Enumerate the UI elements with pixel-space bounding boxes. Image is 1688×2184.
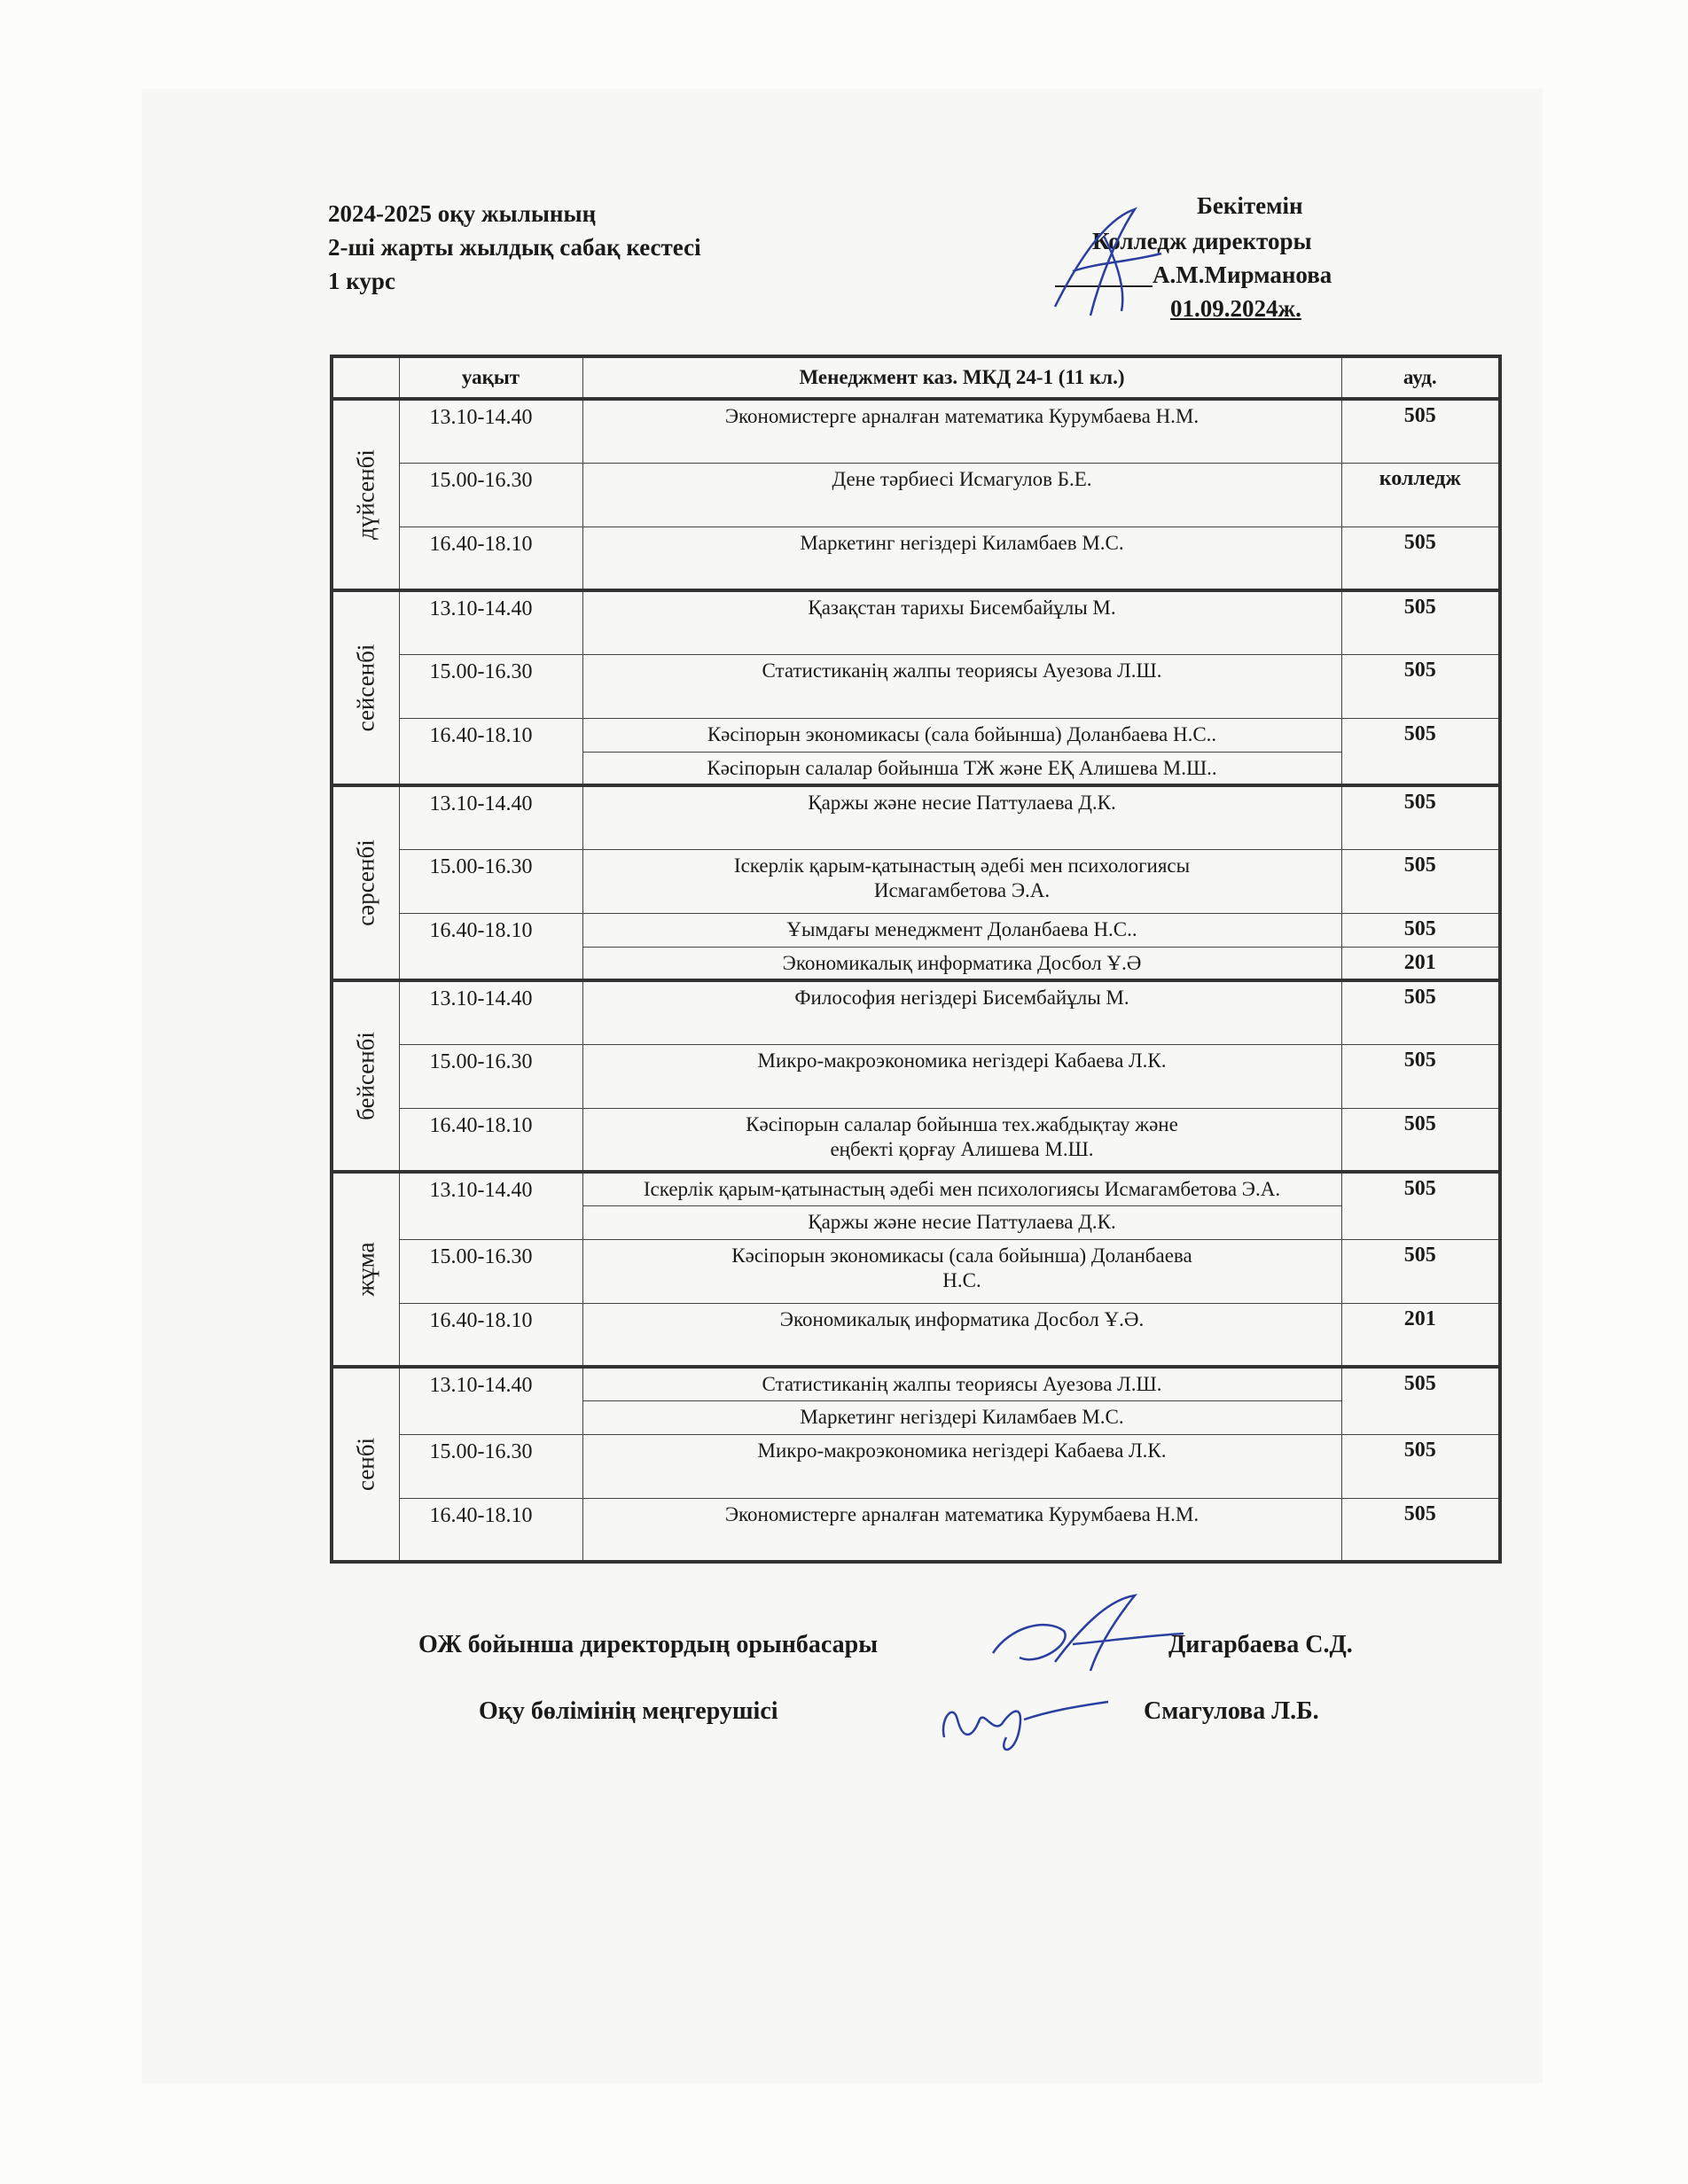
table-row <box>332 1044 1500 1108</box>
subject-cell: Қаржы және несие Паттулаева Д.К. <box>582 1205 1341 1239</box>
head-signature <box>926 1666 1113 1764</box>
subject-cell: Экономикалық информатика Досбол Ұ.Ә. <box>582 1303 1341 1367</box>
room-cell: 505 <box>1341 1044 1500 1108</box>
subject-cell: Экономикалық информатика Досбол Ұ.Ә <box>582 947 1341 980</box>
time-cell: 16.40-18.10 <box>399 718 582 785</box>
day-cell <box>332 785 399 980</box>
table-row <box>332 654 1500 718</box>
table-row <box>332 399 1500 463</box>
table-row <box>332 980 1500 1044</box>
table-row <box>332 849 1500 913</box>
day-label: сенбі <box>352 1438 379 1491</box>
header-room: ауд. <box>1341 356 1500 399</box>
head-title: Оқу бөлімінің меңгерушісі <box>479 1697 778 1725</box>
deputy-title: ОЖ бойынша директордың орынбасары <box>418 1631 879 1658</box>
room-cell: 505 <box>1341 1498 1500 1562</box>
day-cell <box>332 590 399 785</box>
table-row <box>332 1498 1500 1562</box>
subject-cell: Статистиканің жалпы теориясы Ауезова Л.Ш. <box>582 654 1341 718</box>
table-row <box>332 463 1500 526</box>
room-cell: 505 <box>1341 1108 1500 1172</box>
time-cell: 15.00-16.30 <box>399 1434 582 1498</box>
subject-cell: Іскерлік қарым-қатынастың әдебі мен психологиясы Исмагамбетова Э.А. <box>582 1172 1341 1205</box>
time-cell: 15.00-16.30 <box>399 463 582 526</box>
time-cell: 15.00-16.30 <box>399 849 582 913</box>
room-cell: 201 <box>1341 947 1500 980</box>
subject-cell: Экономистерге арналған математика Курумбаева Н.М. <box>582 1498 1341 1562</box>
document-heading <box>328 197 701 298</box>
time-cell: 16.40-18.10 <box>399 1303 582 1367</box>
director-name: А.М.Мирманова <box>1153 261 1332 288</box>
table-row <box>332 785 1500 849</box>
day-label: дүйсенбі <box>352 449 379 540</box>
schedule-table <box>330 355 1502 1564</box>
time-cell: 13.10-14.40 <box>399 980 582 1044</box>
subject-cell: Философия негіздері Бисембайұлы М. <box>582 980 1341 1044</box>
table-row <box>332 590 1500 654</box>
room-cell: 505 <box>1341 399 1500 463</box>
table-header-row <box>332 356 1500 399</box>
time-cell: 16.40-18.10 <box>399 913 582 980</box>
room-cell: 201 <box>1341 1303 1500 1367</box>
table-row <box>332 1239 1500 1303</box>
table-row <box>332 718 1500 752</box>
heading-line-year: 2024-2025 оқу жылының <box>328 200 597 227</box>
time-cell: 15.00-16.30 <box>399 654 582 718</box>
day-cell <box>332 399 399 590</box>
day-label: бейсенбі <box>352 1032 379 1120</box>
room-cell: 505 <box>1341 526 1500 590</box>
time-cell: 15.00-16.30 <box>399 1239 582 1303</box>
room-cell: 505 <box>1341 590 1500 654</box>
header-time: уақыт <box>399 356 582 399</box>
heading-line-title: 2-ші жарты жылдық сабақ кестесі <box>328 234 701 261</box>
time-cell: 16.40-18.10 <box>399 526 582 590</box>
time-cell: 15.00-16.30 <box>399 1044 582 1108</box>
subject-cell: Ұымдағы менеджмент Доланбаева Н.С.. <box>582 913 1341 947</box>
table-row <box>332 1434 1500 1498</box>
room-cell: 505 <box>1341 1172 1500 1239</box>
subject-cell: Кәсіпорын экономикасы (сала бойынша) Доланбаева Н.С. <box>582 1239 1341 1303</box>
room-cell: колледж <box>1341 463 1500 526</box>
day-label: сейсенбі <box>352 644 379 732</box>
day-cell <box>332 980 399 1172</box>
table-row <box>332 913 1500 947</box>
subject-cell: Іскерлік қарым-қатынастың әдебі мен психологиясы Исмагамбетова Э.А. <box>582 849 1341 913</box>
day-cell <box>332 1367 399 1562</box>
table-row <box>332 526 1500 590</box>
day-label: сәрсенбі <box>352 839 379 926</box>
subject-cell: Дене тәрбиесі Исмагулов Б.Е. <box>582 463 1341 526</box>
table-row <box>332 1367 1500 1400</box>
subject-cell: Қаржы және несие Паттулаева Д.К. <box>582 785 1341 849</box>
room-cell: 505 <box>1341 1239 1500 1303</box>
subject-cell: Маркетинг негіздері Киламбаев М.С. <box>582 526 1341 590</box>
room-cell: 505 <box>1341 1367 1500 1434</box>
head-name: Смагулова Л.Б. <box>1144 1697 1319 1725</box>
room-cell: 505 <box>1341 1434 1500 1498</box>
time-cell: 13.10-14.40 <box>399 590 582 654</box>
subject-cell: Маркетинг негіздері Киламбаев М.С. <box>582 1400 1341 1434</box>
approve-label: Бекітемін <box>1197 192 1303 219</box>
day-cell <box>332 1172 399 1367</box>
header-subject: Менеджмент каз. МКД 24-1 (11 кл.) <box>582 356 1341 399</box>
room-cell: 505 <box>1341 913 1500 947</box>
director-signature <box>1037 200 1179 324</box>
room-cell: 505 <box>1341 980 1500 1044</box>
director-title: Колледж директоры <box>1092 228 1312 254</box>
subject-cell: Қазақстан тарихы Бисембайұлы М. <box>582 590 1341 654</box>
day-label: жұма <box>352 1242 379 1297</box>
table-row <box>332 1108 1500 1172</box>
table-row <box>332 1172 1500 1205</box>
header-day <box>332 356 399 399</box>
subject-cell: Микро-макроэкономика негіздері Кабаева Л.К. <box>582 1434 1341 1498</box>
subject-cell: Кәсіпорын салалар бойынша тех.жабдықтау және еңбекті қорғау Алишева М.Ш. <box>582 1108 1341 1172</box>
time-cell: 16.40-18.10 <box>399 1108 582 1172</box>
deputy-name: Дигарбаева С.Д. <box>1168 1631 1353 1658</box>
room-cell: 505 <box>1341 718 1500 785</box>
subject-cell: Статистиканің жалпы теориясы Ауезова Л.Ш. <box>582 1367 1341 1400</box>
subject-cell: Кәсіпорын экономикасы (сала бойынша) Доланбаева Н.С.. <box>582 718 1341 752</box>
heading-line-course: 1 курс <box>328 268 395 294</box>
time-cell: 13.10-14.40 <box>399 785 582 849</box>
subject-cell: Микро-макроэкономика негіздері Кабаева Л.К. <box>582 1044 1341 1108</box>
time-cell: 16.40-18.10 <box>399 1498 582 1562</box>
room-cell: 505 <box>1341 654 1500 718</box>
time-cell: 13.10-14.40 <box>399 1367 582 1434</box>
subject-cell: Экономистерге арналған математика Курумбаева Н.М. <box>582 399 1341 463</box>
room-cell: 505 <box>1341 849 1500 913</box>
schedule-body <box>332 399 1500 1562</box>
subject-cell: Кәсіпорын салалар бойынша ТЖ және ЕҚ Алишева М.Ш.. <box>582 752 1341 785</box>
time-cell: 13.10-14.40 <box>399 1172 582 1239</box>
approval-date: 01.09.2024ж. <box>1170 295 1301 322</box>
table-row <box>332 1303 1500 1367</box>
room-cell: 505 <box>1341 785 1500 849</box>
time-cell: 13.10-14.40 <box>399 399 582 463</box>
